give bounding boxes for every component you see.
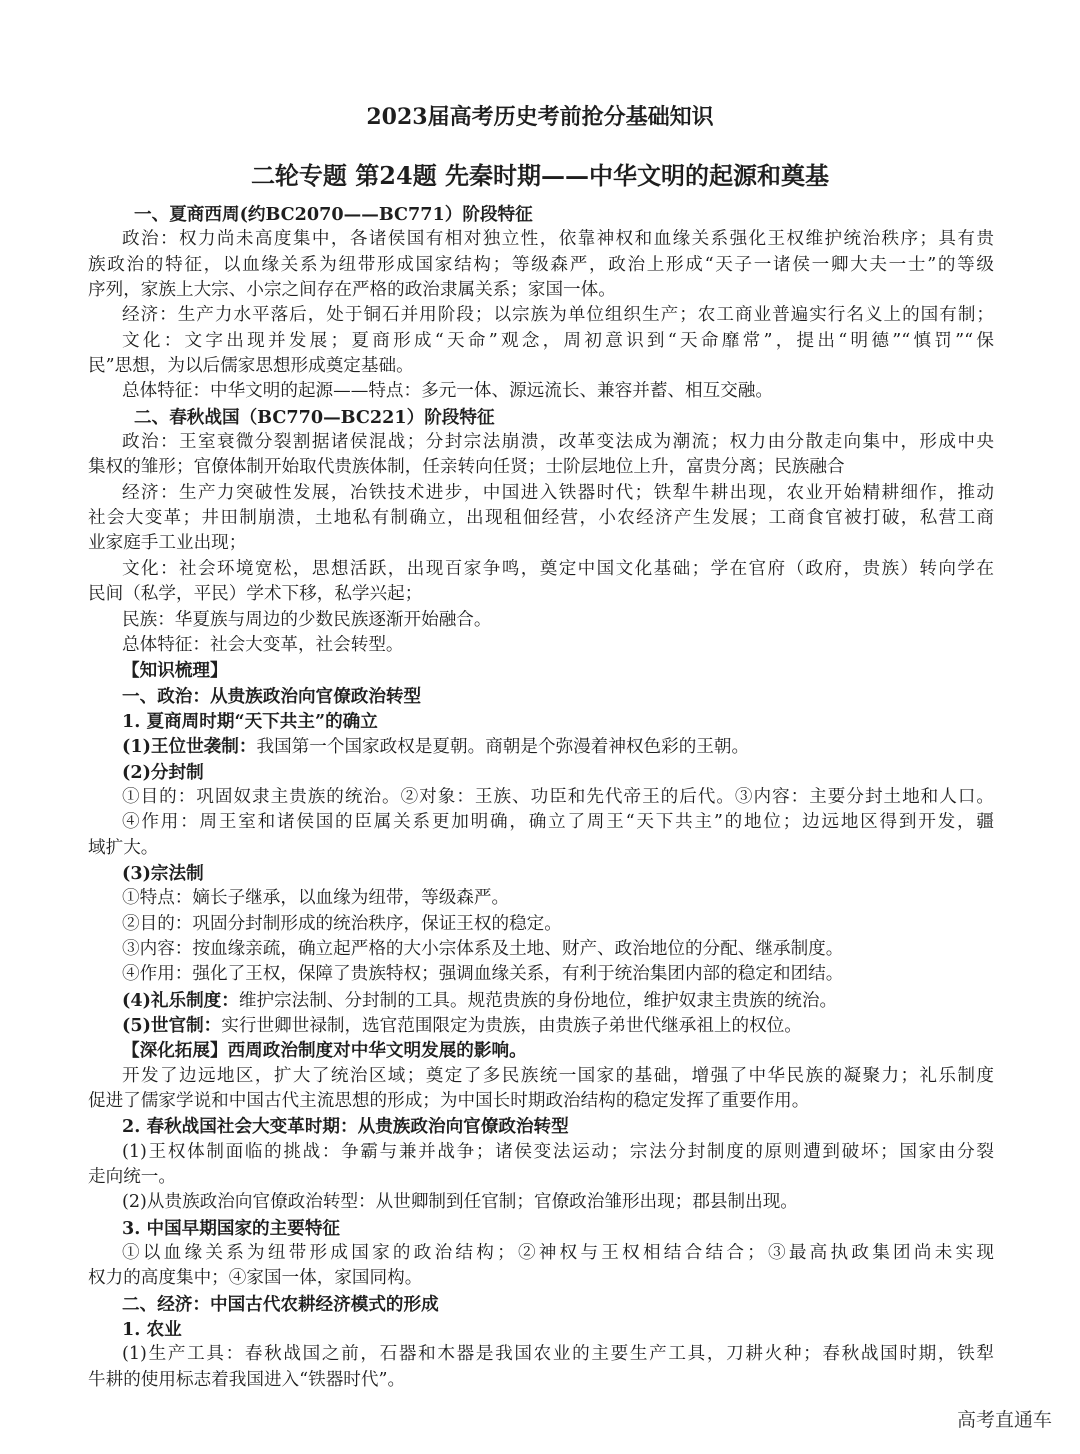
section-heading: 3. 中国早期国家的主要特征 — [122, 1217, 341, 1239]
section-heading: 【深化拓展】西周政治制度对中华文明发展的影响。 — [122, 1040, 527, 1062]
section-heading: 【知识梳理】 — [122, 660, 228, 682]
document-body — [88, 202, 994, 1393]
section-heading: 二、春秋战国（BC770—BC221）阶段特征 — [134, 406, 495, 428]
text-line: 社会大变革；井田制崩溃，土地私有制确立，出现租佃经营，小农经济产生发展；工商食官被打破，私营工商 — [88, 508, 994, 529]
text-line: ②目的：巩固分封制形成的统治秩序，保证王权的稳定。 — [122, 913, 562, 934]
bold-lead: (4)礼乐制度： — [122, 989, 239, 1011]
text-line: 走向统一。 — [88, 1167, 176, 1188]
text-line: 总体特征：社会大变革，社会转型。 — [122, 634, 404, 655]
text-line: (1)王权体制面临的挑战：争霸与兼并战争；诸侯变法运动；宗法分封制度的原则遭到破坏；国家由分裂 — [122, 1141, 994, 1162]
line-text: 我国第一个国家政权是夏朝。商朝是个弥漫着神权色彩的王朝。 — [256, 737, 750, 758]
section-heading: (2)分封制 — [122, 761, 204, 783]
text-line: 经济：生产力水平落后，处于铜石并用阶段；以宗族为单位组织生产；农工商业普遍实行名义上的国有制； — [122, 305, 994, 326]
text-line: 集权的雏形；官僚体制开始取代贵族体制，任亲转向任贤；士阶层地位上升，富贵分离；民族融合 — [88, 457, 845, 478]
text-line: (2)从贵族政治向官僚政治转型：从世卿制到任官制；官僚政治雏形出现；郡县制出现。 — [122, 1192, 798, 1213]
line-text: 实行世卿世禄制，选官范围限定为贵族，由贵族子弟世代继承祖上的权位。 — [221, 1016, 802, 1036]
text-line: 文化：社会环境宽松，思想活跃，出现百家争鸣，奠定中国文化基础；学在官府（政府，贵族）转向学在 — [122, 558, 994, 579]
text-line — [88, 1013, 994, 1038]
text-line: (1)生产工具：春秋战国之前，石器和木器是我国农业的主要生产工具，刀耕火种；春秋战国时期，铁犁 — [122, 1344, 994, 1365]
text-line — [88, 734, 994, 759]
text-line: 域扩大。 — [88, 837, 159, 858]
text-line: ③内容：按血缘亲疏，确立起严格的大小宗体系及土地、财产、政治地位的分配、继承制度。 — [122, 938, 844, 959]
text-line: 总体特征：中华文明的起源——特点：多元一体、源远流长、兼容并蓄、相互交融。 — [122, 381, 773, 402]
text-line: 民族：华夏族与周边的少数民族逐渐开始融合。 — [122, 609, 492, 630]
section-heading: 2. 春秋战国社会大变革时期：从贵族政治向官僚政治转型 — [122, 1116, 569, 1138]
text-line: 牛耕的使用标志着我国进入“铁器时代”。 — [88, 1369, 406, 1390]
text-line: 开发了边远地区，扩大了统治区域；奠定了多民族统一国家的基础，增强了中华民族的凝聚力；礼乐制度 — [122, 1065, 994, 1086]
text-line: 族政治的特征，以血缘关系为纽带形成国家结构；等级森严，政治上形成“天子一诸侯一卿大夫一士”的等级 — [88, 254, 994, 275]
text-line: 政治：王室衰微分裂割据诸侯混战；分封宗法崩溃，改革变法成为潮流；权力由分散走向集中，形成中央 — [122, 432, 994, 453]
text-line: 政治：权力尚未高度集中，各诸侯国有相对独立性，依靠神权和血缘关系强化王权维护统治秩序；具有贵 — [122, 229, 994, 250]
section-heading: 一、夏商西周(约BC2070——BC771）阶段特征 — [134, 204, 533, 225]
section-heading: 1. 农业 — [122, 1319, 182, 1341]
bold-lead: (1)王位世袭制： — [122, 736, 257, 758]
text-line: ①目的：巩固奴隶主贵族的统治。②对象：王族、功臣和先代帝王的后代。③内容：主要分封土地和人口。 — [122, 786, 994, 807]
text-line: 促进了儒家学说和中国古代主流思想的形成；为中国长时期政治结构的稳定发挥了重要作用。 — [88, 1091, 810, 1112]
text-line: ④作用：强化了王权，保障了贵族特权；强调血缘关系，有利于统治集团内部的稳定和团结。 — [122, 964, 844, 985]
text-line: 民”思想，为以后儒家思想形成奠定基础。 — [88, 356, 414, 377]
text-line: ①特点：嫡长子继承，以血缘为纽带，等级森严。 — [122, 888, 510, 909]
document-subtitle: 二轮专题 第24题 先秦时期——中华文明的起源和奠基 — [250, 161, 830, 190]
text-line: 民间（私学，平民）学术下移，私学兴起； — [88, 584, 423, 605]
text-line: ①以血缘关系为纽带形成国家的政治结构；②神权与王权相结合结合；③最高执政集团尚未实现 — [122, 1243, 994, 1264]
text-line: 文化：文字出现并发展；夏商形成“天命”观念，周初意识到“天命靡常”，提出“明德”“慎罚”“保 — [122, 330, 994, 351]
text-line: 业家庭手工业出现； — [88, 533, 247, 554]
document-title: 2023届高考历史考前抢分基础知识 — [366, 104, 714, 130]
section-heading: (3)宗法制 — [122, 862, 204, 884]
text-line: ④作用：周王室和诸侯国的臣属关系更加明确，确立了周王“天下共主”的地位；边远地区得到开发，疆 — [122, 812, 994, 833]
text-line: 经济：生产力突破性发展，冶铁技术进步，中国进入铁器时代；铁犁牛耕出现，农业开始精耕细作，推动 — [122, 482, 994, 503]
text-line: 序列，家族上大宗、小宗之间存在严格的政治隶属关系；家国一体。 — [88, 280, 616, 301]
line-text: 维护宗法制、分封制的工具。规范贵族的身份地位，维护奴隶主贵族的统治。 — [238, 990, 838, 1011]
section-heading: 1. 夏商周时期“天下共主”的确立 — [122, 710, 378, 732]
watermark: 高考直通车 — [956, 1409, 1052, 1431]
text-line — [88, 988, 994, 1013]
bold-lead: (5)世官制： — [122, 1015, 222, 1036]
section-heading: 一、政治：从贵族政治向官僚政治转型 — [122, 685, 422, 707]
section-heading: 二、经济：中国古代农耕经济模式的形成 — [122, 1293, 439, 1315]
text-line: 权力的高度集中；④家国一体，家国同构。 — [88, 1268, 423, 1289]
